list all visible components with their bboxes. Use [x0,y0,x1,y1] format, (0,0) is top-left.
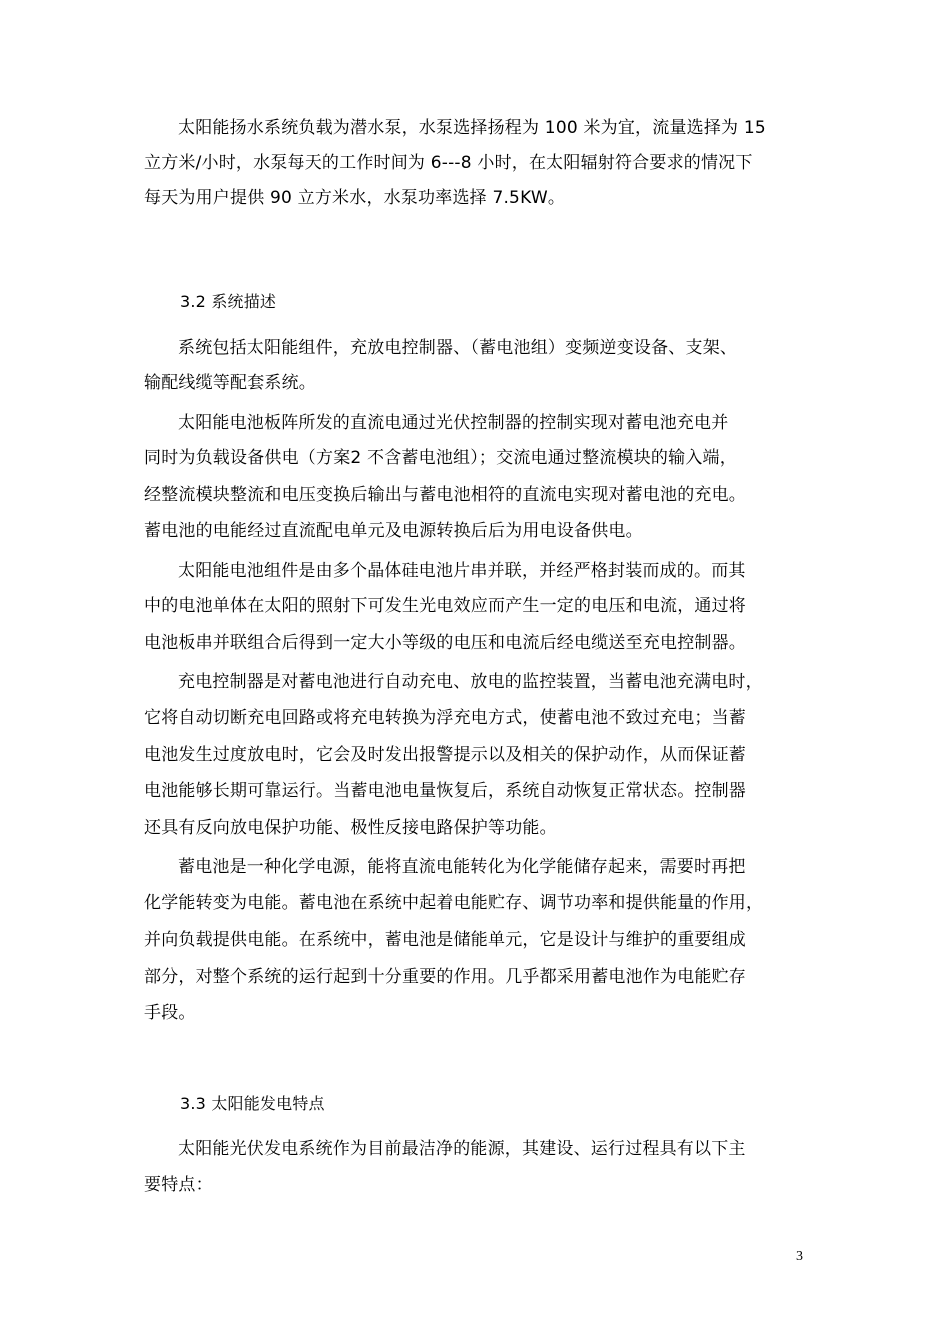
paragraph-line: 太阳能光伏发电系统作为目前最洁净的能源，其建设、运行过程具有以下主 [178,1139,746,1159]
paragraph-line: 蓄电池的电能经过直流配电单元及电源转换后后为用电设备供电。 [144,521,643,541]
paragraph-line: 输配线缆等配套系统。 [144,373,316,393]
paragraph-line: 要特点： [144,1175,213,1195]
section-heading-3-3: 3.3 太阳能发电特点 [180,1094,325,1113]
paragraph-line: 化学能转变为电能。蓄电池在系统中起着电能贮存、调节功率和提供能量的作用， [144,893,764,913]
paragraph-line: 太阳能电池组件是由多个晶体硅电池片串并联，并经严格封装而成的。而其 [178,561,746,581]
paragraph-line: 电池板串并联组合后得到一定大小等级的电压和电流后经电缆送至充电控制器。 [144,633,746,653]
paragraph-line: 每天为用户提供 90 立方米水，水泵功率选择 7.5KW。 [144,188,566,208]
paragraph-line: 中的电池单体在太阳的照射下可发生光电效应而产生一定的电压和电流，通过将 [144,596,746,616]
section-heading-3-2: 3.2 系统描述 [180,292,277,311]
page-number: 3 [796,1249,803,1264]
paragraph-line: 太阳能电池板阵所发的直流电通过光伏控制器的控制实现对蓄电池充电并 [178,413,729,433]
paragraph-line: 电池发生过度放电时，它会及时发出报警提示以及相关的保护动作，从而保证蓄 [144,745,746,765]
paragraph-line: 系统包括太阳能组件，充放电控制器、（蓄电池组）变频逆变设备、支架、 [178,338,738,358]
paragraph-line: 还具有反向放电保护功能、极性反接电路保护等功能。 [144,818,557,838]
paragraph-line: 它将自动切断充电回路或将充电转换为浮充电方式，使蓄电池不致过充电；当蓄 [144,708,746,728]
paragraph-line: 蓄电池是一种化学电源，能将直流电能转化为化学能储存起来，需要时再把 [178,857,746,877]
paragraph-line: 电池能够长期可靠运行。当蓄电池电量恢复后，系统自动恢复正常状态。控制器 [144,781,746,801]
paragraph-line: 手段。 [144,1003,196,1023]
paragraph-line: 经整流模块整流和电压变换后输出与蓄电池相符的直流电实现对蓄电池的充电。 [144,485,746,505]
paragraph-line: 充电控制器是对蓄电池进行自动充电、放电的监控装置，当蓄电池充满电时， [178,672,763,692]
paragraph-line: 并向负载提供电能。在系统中，蓄电池是储能单元，它是设计与维护的重要组成 [144,930,746,950]
paragraph-line: 太阳能扬水系统负载为潜水泵，水泵选择扬程为 100 米为宜，流量选择为 15 [178,118,766,138]
paragraph-line: 同时为负载设备供电（方案2 不含蓄电池组）；交流电通过整流模块的输入端， [144,448,737,468]
paragraph-line: 部分，对整个系统的运行起到十分重要的作用。几乎都采用蓄电池作为电能贮存 [144,967,746,987]
paragraph-line: 立方米/小时，水泵每天的工作时间为 6---8 小时，在太阳辐射符合要求的情况下 [144,153,753,173]
